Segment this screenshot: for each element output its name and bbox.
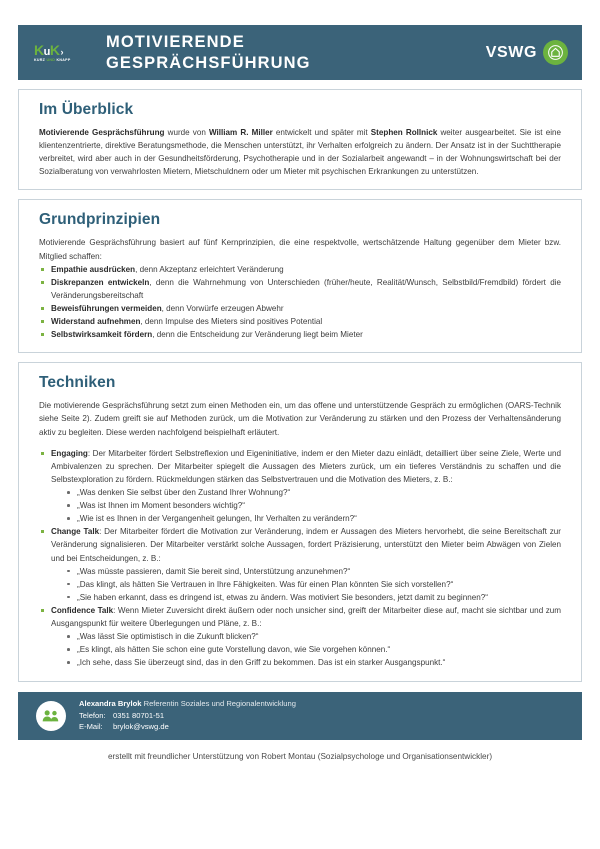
section-overview-title: Im Überblick <box>39 101 134 118</box>
page-title-line2: GESPRÄCHSFÜHRUNG <box>106 53 311 72</box>
kuk-logo <box>34 43 90 63</box>
kuk-tagline <box>34 59 90 63</box>
technique-label: Change Talk <box>51 527 100 537</box>
kuk-letter-u: u <box>43 45 50 58</box>
technique-label: Engaging <box>51 448 88 458</box>
principle-label: Diskrepanzen entwickeln <box>51 277 150 287</box>
principle-text: , denn die Entscheidung zur Veränderung liegt beim Mieter <box>152 330 363 340</box>
list-item: „Das klingt, als hätten Sie Vertrauen in Ihre Fähigkeiten. Was für einen Plan könnten Sie sich vorstellen?“ <box>64 578 561 591</box>
kuk-tagline-und: UND <box>46 57 57 62</box>
house-circle-icon <box>543 40 568 65</box>
kuk-wordmark <box>34 43 90 58</box>
list-item: „Wie ist es Ihnen in der Vergangenheit gelungen, Ihr Verhalten zu verändern?“ <box>64 512 561 525</box>
overview-text-1: wurde von <box>164 128 209 137</box>
section-techniques-title: Techniken <box>39 374 116 392</box>
technique-examples <box>51 565 561 604</box>
techniques-list <box>39 447 561 670</box>
document-header <box>18 25 582 80</box>
overview-text-2: entwickelt und später mit <box>272 128 371 137</box>
technique-text: : Der Mitarbeiter fördert Selbstreflexion und Eigeninitiative, indem er den Mieter dazu einlädt, detailliert über seine Ziele, Werte und Ambivalenzen zu sprechen. Der Mitarbeiter spiegelt die Aussagen des Mieters zurück, um ein tieferes Verständnis zu schaffen und die Selbstexploration zu fördern. Rückmeldungen stärken das Selbstvertrauen und die Motivation des Mieters, z. B.: <box>51 448 561 484</box>
contact-phone-value[interactable]: 0351 80701-51 <box>113 710 165 720</box>
list-item <box>39 525 561 604</box>
page-title <box>106 32 486 72</box>
overview-name-2: Stephen Rollnick <box>370 128 438 137</box>
kuk-letter-k1: K <box>34 41 44 58</box>
people-icon <box>36 701 66 731</box>
contact-name: Alexandra Brylok <box>79 698 142 708</box>
list-item <box>39 447 561 526</box>
principle-label: Empathie ausdrücken <box>51 264 136 274</box>
technique-text: : Wenn Mieter Zuversicht direkt äußern oder noch unsicher sind, greift der Mitarbeiter diese auf, macht sie sichtbar und zum Ausgangspunkt für weitere Überlegungen und Pläne, z. B.: <box>51 605 561 629</box>
section-techniques-intro: Die motivierende Gesprächsführung setzt zum einen Methoden ein, um das offene und unterstützende Gespräch zu ermöglichen (OARS-Technik siehe Seite 2). Zudem greift sie auf Methoden zurück, um die Motivation zur Veränderung zu stärken und den Prozess der Verhaltensänderung aktiv zu begleiten. Diese werden nachfolgend beispielhaft erläutert. <box>39 401 561 437</box>
section-overview-text <box>39 126 561 178</box>
list-item: „Was ist Ihnen im Moment besonders wichtig?“ <box>64 499 561 512</box>
list-item: „Was lässt Sie optimistisch in die Zukunft blicken?“ <box>64 630 561 643</box>
contact-email-value[interactable]: brylok@vswg.de <box>113 722 169 732</box>
list-item: „Ich sehe, dass Sie überzeugt sind, das in den Griff zu bekommen. Das ist ein starker Ausgangspunkt.“ <box>64 656 561 669</box>
list-item <box>39 604 561 670</box>
list-item <box>39 328 561 341</box>
technique-label: Confidence Talk <box>51 605 114 615</box>
principle-text: , denn Vorwürfe erzeugen Abwehr <box>161 303 284 313</box>
technique-examples <box>51 486 561 525</box>
principle-label: Widerstand aufnehmen <box>51 317 141 327</box>
list-item <box>39 276 561 302</box>
list-item: „Sie haben erkannt, dass es dringend ist, etwas zu ändern. Was motiviert Sie besonders, jetzt damit zu beginnen?“ <box>64 591 561 604</box>
section-overview <box>18 89 582 190</box>
contact-email-row <box>79 721 296 733</box>
credit-note: erstellt mit freundlicher Unterstützung von Robert Montau (Sozialpsychologe und Organisationsentwickler) <box>107 751 493 761</box>
contact-name-row <box>79 698 296 710</box>
list-item <box>39 263 561 276</box>
contact-details <box>79 698 296 733</box>
contact-footer <box>18 692 582 740</box>
principle-text: , denn die Wahrnehmung von Unterschieden (früher/heute, Realität/Wunsch, Selbstbild/Fremdbild) fördert die Veränderungsbereitschaft <box>51 277 561 300</box>
contact-phone-row <box>79 710 296 722</box>
list-item: „Es klingt, als hätten Sie schon eine gute Vorstellung davon, wie Sie vorgehen können.“ <box>64 643 561 656</box>
list-item: „Was müsste passieren, damit Sie bereit sind, Unterstützung anzunehmen?“ <box>64 565 561 578</box>
principle-label: Selbstwirksamkeit fördern <box>51 330 153 340</box>
contact-phone-label: Telefon: <box>79 710 106 720</box>
vswg-wordmark: VSWG <box>485 43 537 61</box>
contact-email-label: E-Mail: <box>79 722 103 732</box>
technique-text: : Der Mitarbeiter fördert die Motivation zur Veränderung, indem er Aussagen des Mieters hervorhebt, die seine Bereitschaft zur Veränderung signalisieren. Der Mitarbeiter verstärkt solche Aussagen, fordert Präzisierung, unterstützt den Mieter beim Abwägen von Zielen und bei Entscheidungen, z. B.: <box>51 527 561 563</box>
overview-lead-bold: Motivierende Gesprächsführung <box>39 128 165 137</box>
principles-list <box>39 263 561 342</box>
section-principles-intro: Motivierende Gesprächsführung basiert auf fünf Kernprinzipien, die eine respektvolle, wertschätzende Haltung gegenüber dem Mieter bzw. Mitglied schaffen: <box>39 238 561 261</box>
principle-text: , denn Akzeptanz erleichtert Veränderung <box>135 264 284 274</box>
section-principles-title: Grundprinzipien <box>39 211 161 229</box>
kuk-tagline-kurz: KURZ <box>34 57 47 62</box>
overview-name-1: William R. Miller <box>208 128 273 137</box>
contact-role: Referentin Soziales und Regionalentwicklung <box>141 698 296 708</box>
kuk-tagline-knapp: KNAPP <box>56 57 71 62</box>
technique-examples <box>51 630 561 669</box>
page-title-line1: MOTIVIERENDE <box>106 33 245 52</box>
list-item <box>39 315 561 328</box>
section-principles <box>18 199 582 353</box>
section-techniques <box>18 362 582 681</box>
vswg-logo <box>486 40 568 65</box>
principle-text: , denn Impulse des Mieters sind positives Potential <box>140 317 323 327</box>
overview-text-3: weiter ausgearbeitet. Sie ist eine klientenzentrierte, direktive Beratungsmethode, die Menschen unterstützt, ihr Verhalten erfolgreich zu ändern. Der Ansatz ist in der Suchttherapie verbreitet, wird aber auch in der Gesundheitsförderung, Psychotherapie und in der Sozialarbeit angewandt – in der Wohnungswirtschaft bei der Sozialberatung von verwahrlosten Mietern, Mietschuldnern oder um Mieter mit psychischen Erkrankungen zu unterstützen. <box>39 128 561 177</box>
list-item: „Was denken Sie selbst über den Zustand Ihrer Wohnung?“ <box>64 486 561 499</box>
kuk-letter-k2: K <box>49 41 60 58</box>
list-item <box>39 302 561 315</box>
chevron-right-icon: › <box>60 46 63 57</box>
principle-label: Beweisführungen vermeiden <box>51 303 162 313</box>
